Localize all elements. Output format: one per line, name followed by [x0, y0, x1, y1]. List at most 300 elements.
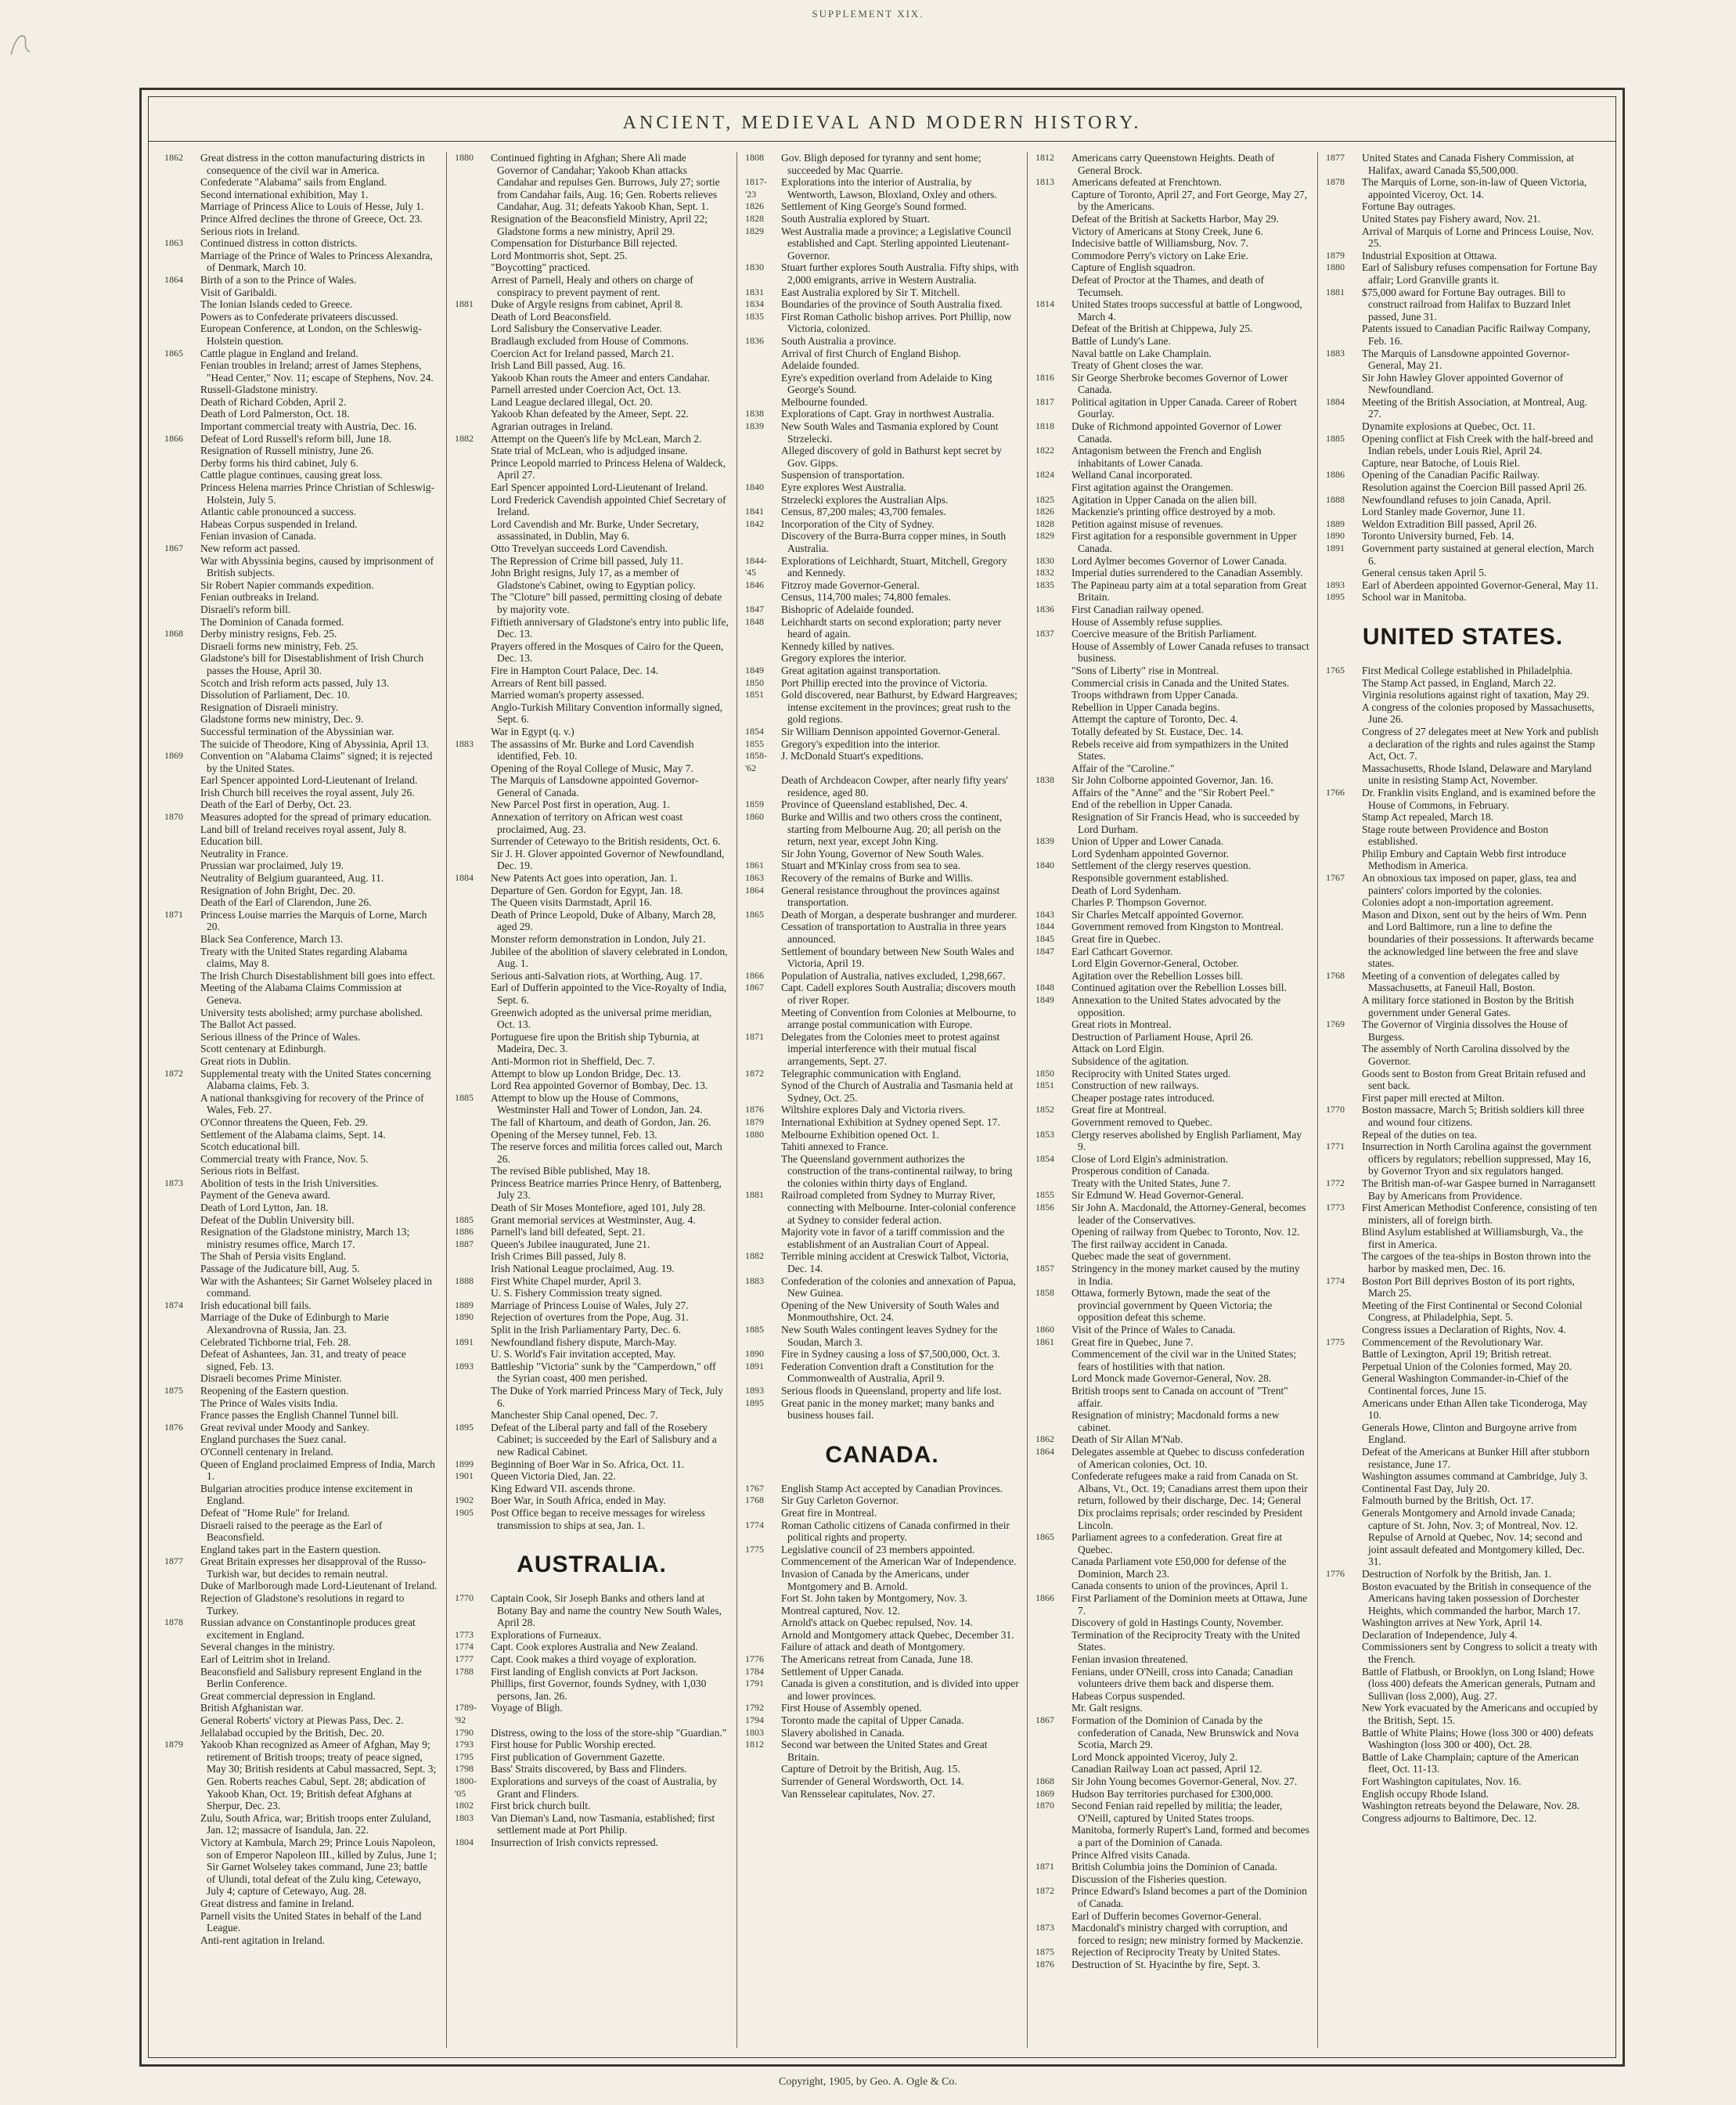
entry-text: Beaconsfield and Salisbury represent England in the Berlin Conference. [200, 1665, 422, 1690]
history-entry [455, 237, 729, 250]
page-title: ANCIENT, MEDIEVAL AND MODERN HISTORY. [622, 113, 1142, 133]
history-entry [455, 1653, 729, 1666]
history-entry [164, 1153, 438, 1166]
history-entry [1035, 213, 1309, 225]
history-entry [1326, 811, 1600, 824]
history-entry [745, 555, 1019, 579]
entry-text: The Queen visits Darmstadt, April 16. [491, 896, 652, 909]
history-entry [1326, 1372, 1600, 1397]
history-entry [164, 1043, 438, 1055]
page-inner-frame [148, 96, 1616, 2058]
entry-year [164, 1092, 197, 1116]
entry-year [1035, 701, 1068, 714]
history-entry [164, 1165, 438, 1177]
entry-year [455, 1129, 488, 1141]
entry-text: Perpetual Union of the Colonies formed, May 20. [1362, 1360, 1572, 1372]
entry-year: 1862 [164, 152, 183, 163]
entry-year [164, 1641, 197, 1653]
history-entry [745, 1275, 1019, 1299]
entry-text: Battle of Lundy's Lane. [1071, 334, 1171, 347]
entry-year [455, 1287, 488, 1299]
entry-year [455, 970, 488, 982]
history-entry [164, 1433, 438, 1446]
history-entry [164, 542, 438, 555]
entry-text: Lord Aylmer becomes Governor of Lower Canada. [1071, 554, 1288, 567]
history-entry [1326, 1470, 1600, 1483]
history-entry [745, 1324, 1019, 1348]
entry-text: Van Rensselear capitulates, Nov. 27. [781, 1787, 935, 1800]
history-entry [1326, 152, 1600, 176]
history-entry [745, 518, 1019, 531]
entry-year [164, 518, 197, 531]
entry-text: "Sons of Liberty" rise in Montreal. [1071, 664, 1219, 676]
entry-text: Discovery of the Burra-Burra copper mines, in South Australia. [781, 530, 1007, 554]
history-entry [164, 396, 438, 409]
entry-text: Death of the Earl of Clarendon, June 26. [200, 896, 372, 909]
entry-year [1326, 506, 1359, 518]
history-entry [1035, 1959, 1309, 1971]
history-entry [745, 640, 1019, 653]
entry-text: Confederate "Alabama" sails from England. [200, 176, 387, 189]
entry-year: 1858 [1035, 1287, 1054, 1299]
entry-text: Battle of White Plains; Howe (loss 300 or 400) defeats Washington (loss 300 or 400), Oct. 28. [1362, 1726, 1594, 1751]
history-entry [164, 1007, 438, 1019]
entry-text: Irish educational bill fails. [200, 1299, 312, 1311]
entry-text: England takes part in the Eastern question. [200, 1543, 381, 1555]
entry-text: Battle of Lexington, April 19; British retreat. [1362, 1348, 1552, 1361]
entry-year [1035, 1751, 1068, 1764]
entry-text: Naval battle on Lake Champlain. [1071, 347, 1212, 359]
history-entry [1035, 494, 1309, 506]
history-entry [745, 616, 1019, 640]
entry-year [1035, 1031, 1068, 1043]
entry-text: $75,000 award for Fortune Bay outrages. Bill to construct railroad from Halifax to Buzzard Inlet passed, June 31. [1362, 286, 1571, 323]
entry-year [1326, 1641, 1359, 1665]
history-entry [455, 372, 729, 384]
entry-text: Destruction of St. Hyacinthe by fire, Sept. 3. [1071, 1958, 1261, 1970]
entry-year [164, 1055, 197, 1068]
entry-text: Attempt to blow up the House of Commons, Westminster Hall and Tower of London, Jan. 24. [491, 1091, 703, 1116]
history-entry [745, 1739, 1019, 1763]
entry-text: Fire in Hampton Court Palace, Dec. 14. [491, 664, 659, 676]
entry-text: Resignation of Sir Francis Head, who is succeeded by Lord Durham. [1071, 811, 1300, 835]
history-entry [1326, 1202, 1600, 1226]
entry-text: Toronto made the capital of Upper Canada. [781, 1714, 964, 1727]
entry-text: Sir George Sherbroke becomes Governor of Lower Canada. [1071, 371, 1288, 396]
history-entry [1035, 1849, 1309, 1862]
history-entry [1035, 774, 1309, 787]
history-entry [1035, 1690, 1309, 1703]
entry-text: The assembly of North Carolina dissolved by the Governor. [1362, 1043, 1570, 1067]
entry-year [1326, 1129, 1359, 1141]
history-entry [1035, 1555, 1309, 1580]
history-entry [1035, 1775, 1309, 1788]
entry-year: 1773 [1326, 1202, 1345, 1213]
entry-year: 1802 [455, 1800, 474, 1811]
entry-text: Convention on "Alabama Claims" signed; it is rejected by the United States. [200, 750, 433, 774]
history-entry [1035, 1189, 1309, 1202]
entry-text: Marriage of Princess Louise of Wales, July 27. [491, 1299, 689, 1311]
entry-year: 1880 [455, 152, 474, 163]
entry-year [1035, 896, 1068, 909]
entry-year [1035, 1849, 1068, 1862]
entry-year [1326, 1324, 1359, 1336]
history-entry [1035, 628, 1309, 640]
entry-year [164, 1836, 197, 1898]
entry-year [1326, 1470, 1359, 1483]
entry-year [455, 701, 488, 726]
history-entry [1326, 261, 1600, 286]
history-entry [745, 1678, 1019, 1702]
entry-year: 1775 [745, 1543, 764, 1555]
entry-text: Distress, owing to the loss of the store-ship "Guardian." [491, 1726, 727, 1739]
entry-text: First White Chapel murder, April 3. [491, 1274, 642, 1287]
entry-year: 1784 [745, 1665, 764, 1677]
entry-text: Annexation to the United States advocated by the opposition. [1071, 993, 1281, 1018]
entry-year: 1862 [1035, 1433, 1054, 1445]
entry-year [455, 665, 488, 677]
entry-text: Stringency in the money market caused by the mutiny in India. [1071, 1263, 1300, 1287]
history-entry [1035, 1800, 1309, 1824]
entry-text: New York evacuated by the Americans and occupied by the British, Sept. 15. [1362, 1702, 1598, 1727]
entry-year: 1792 [745, 1702, 764, 1714]
entry-text: O'Connell centenary in Ireland. [200, 1445, 333, 1458]
history-entry [1035, 640, 1309, 665]
entry-text: Invasion of Canada by the Americans, under Montgomery and B. Arnold. [781, 1567, 970, 1592]
history-entry [455, 872, 729, 885]
history-entry [745, 885, 1019, 909]
entry-year: 1859 [745, 798, 764, 810]
history-entry [455, 1348, 729, 1361]
entry-year [1326, 1494, 1359, 1507]
entry-year [1035, 225, 1068, 238]
entry-year [1035, 616, 1068, 629]
history-entry [455, 1214, 729, 1227]
entry-year [745, 1555, 778, 1568]
history-entry [1035, 946, 1309, 958]
entry-text: Settlement of King George's Sound formed. [781, 200, 967, 213]
entry-year [1326, 1775, 1359, 1788]
entry-year [455, 591, 488, 615]
entry-year [164, 1250, 197, 1263]
history-entry [745, 506, 1019, 518]
entry-text: Sir Guy Carleton Governor. [781, 1494, 899, 1507]
entry-text: Generals Howe, Clinton and Burgoyne arrive from England. [1362, 1421, 1577, 1446]
entry-year: 1831 [745, 286, 764, 297]
history-entry [1035, 1116, 1309, 1129]
entry-text: Insurrection of Irish convicts repressed. [491, 1836, 659, 1848]
entry-year: 1794 [745, 1714, 764, 1726]
entry-text: Bulgarian atrocities produce intense excitement in England. [200, 1482, 413, 1507]
entry-year [164, 896, 197, 909]
entry-text: South Australia explored by Stuart. [781, 212, 931, 225]
history-entry [745, 1617, 1019, 1629]
entry-year: 1838 [1035, 774, 1054, 786]
history-entry [455, 518, 729, 542]
history-entry [164, 652, 438, 676]
entry-text: Arrears of Rent bill passed. [491, 676, 607, 689]
history-entry [1326, 896, 1600, 909]
entry-year: 1791 [745, 1678, 764, 1689]
entry-text: Second Fenian raid repelled by militia; the leader, O'Neill, captured by United States troops. [1071, 1800, 1283, 1824]
history-entry [455, 261, 729, 274]
entry-text: Opening of the New University of South Wales and Monmouthshire, Oct. 24. [781, 1299, 999, 1324]
entry-text: Scotch educational bill. [200, 1141, 301, 1153]
entry-year [164, 835, 197, 848]
entry-year [1326, 1226, 1359, 1250]
history-entry [164, 860, 438, 872]
entry-year [164, 1043, 197, 1055]
entry-year: 1850 [745, 676, 764, 688]
entry-text: Lord Frederick Cavendish appointed Chief Secretary of Ireland. [491, 493, 726, 518]
entry-text: Troops withdrawn from Upper Canada. [1071, 689, 1238, 701]
entry-text: Synod of the Church of Australia and Tasmania held at Sydney, Oct. 25. [781, 1080, 1014, 1104]
history-entry [745, 1629, 1019, 1642]
history-entry [745, 1031, 1019, 1068]
history-entry [1035, 738, 1309, 762]
entry-year [164, 1507, 197, 1519]
history-entry [1326, 1581, 1600, 1617]
entry-year: 1869 [164, 750, 183, 762]
history-entry [455, 1385, 729, 1409]
entry-year: 1891 [455, 1335, 474, 1347]
history-entry [745, 982, 1019, 1006]
entry-year [455, 811, 488, 835]
entry-year: 1872 [745, 1067, 764, 1079]
entry-year: 1776 [1326, 1567, 1345, 1579]
history-entry [745, 1348, 1019, 1361]
entry-year [1035, 1018, 1068, 1031]
entry-year: 1871 [1035, 1861, 1054, 1873]
entry-text: Gold discovered, near Bathurst, by Edward Hargreaves; intense excitement in the provinces; great rush to the gold regions. [781, 689, 1017, 726]
history-entry [745, 1397, 1019, 1422]
entry-year [1035, 713, 1068, 726]
history-entry [1326, 1348, 1600, 1361]
history-entry [164, 1641, 438, 1653]
entry-text: Parnell arrested under Coercion Act, Oct. 13. [491, 384, 682, 396]
entry-text: Great fire in Quebec, June 7. [1071, 1335, 1194, 1348]
entry-text: Atlantic cable pronounced a success. [200, 506, 357, 518]
entry-text: Marriage of Princess Alice to Louis of Hesse, July 1. [200, 200, 424, 213]
entry-text: Ottawa, formerly Bytown, made the seat of the provincial government by Queen Victoria; the opposition defeat this scheme. [1071, 1287, 1273, 1324]
history-entry [1326, 1812, 1600, 1825]
entry-year: 1868 [164, 628, 183, 640]
entry-text: Explorations and surveys of the coast of Australia, by Grant and Flinders. [491, 1775, 718, 1800]
entry-year [1035, 348, 1068, 360]
entry-year [164, 946, 197, 970]
history-entry [1035, 933, 1309, 946]
entry-year [1035, 359, 1068, 372]
entry-year: 1845 [1035, 933, 1054, 944]
entry-text: End of the rebellion in Upper Canada. [1071, 798, 1233, 811]
history-entry [455, 274, 729, 298]
entry-text: Rejection of overtures from the Pope, Aug. 31. [491, 1311, 689, 1324]
entry-year [1035, 1238, 1068, 1251]
history-entry [1035, 701, 1309, 714]
entry-text: Americans defeated at Frenchtown. [1071, 176, 1222, 189]
history-entry [455, 811, 729, 835]
entry-text: New South Wales contingent leaves Sydney for the Soudan, March 3. [781, 1324, 998, 1348]
entry-text: Cessation of transportation to Australia in three years announced. [781, 921, 1007, 945]
entry-year [1035, 250, 1068, 262]
history-entry [1035, 1080, 1309, 1092]
entry-year: 1879 [1326, 249, 1345, 261]
history-entry [455, 1031, 729, 1055]
entry-year: 1768 [1326, 969, 1345, 981]
history-entry [745, 1605, 1019, 1617]
entry-year [1035, 677, 1068, 690]
history-entry [164, 835, 438, 848]
entry-year [455, 445, 488, 457]
entry-year: 1828 [1035, 517, 1054, 529]
entry-year [164, 213, 197, 225]
entry-text: Antagonism between the French and English inhabitants of Lower Canada. [1071, 445, 1262, 469]
history-entry [164, 323, 438, 347]
history-entry [1035, 1202, 1309, 1226]
entry-text: Serious riots in Belfast. [200, 1165, 300, 1177]
entry-text: Melbourne Exhibition opened Oct. 1. [781, 1128, 939, 1141]
history-entry [164, 1458, 438, 1483]
entry-text: Continued distress in cotton districts. [200, 237, 358, 250]
history-entry [164, 189, 438, 201]
entry-text: Government party sustained at general election, March 6. [1362, 542, 1594, 567]
entry-text: Rejection of Reciprocity Treaty by United States. [1071, 1946, 1280, 1959]
history-entry [745, 604, 1019, 616]
entry-text: Defeat of the British at Chippewa, July 25. [1071, 323, 1253, 335]
entry-year [1326, 762, 1359, 787]
entry-text: The Irish Church Disestablishment bill goes into effect. [200, 969, 435, 982]
entry-text: King Edward VII. ascends throne. [491, 1482, 636, 1494]
entry-text: Province of Queensland established, Dec. 4. [781, 798, 968, 811]
column-4 [1028, 152, 1318, 2048]
entry-text: Sir John Young becomes Governor-General, Nov. 27. [1071, 1775, 1298, 1787]
entry-text: Scott centenary at Edinburgh. [200, 1043, 326, 1055]
entry-text: Fenians, under O'Neill, cross into Canada; Canadian volunteers drive them back and disperse them. [1071, 1665, 1293, 1690]
entry-text: Sir Charles Metcalf appointed Governor. [1071, 908, 1244, 921]
entry-year: 1774 [455, 1641, 474, 1653]
history-entry [164, 506, 438, 518]
entry-year: 1860 [1035, 1324, 1054, 1335]
entry-text: Post Office began to receive messages for wireless transmission to ships at sea, Jan. 1. [491, 1506, 705, 1531]
history-entry [455, 701, 729, 726]
entry-year: 1864 [1035, 1445, 1054, 1457]
history-entry [745, 200, 1019, 213]
entry-year [164, 1483, 197, 1507]
entry-text: Fenian invasion of Canada. [200, 530, 316, 542]
entry-text: New reform act passed. [200, 542, 301, 554]
entry-text: Settlement of the Alabama claims, Sept. 14. [200, 1128, 386, 1141]
entry-year [455, 1141, 488, 1165]
entry-text: Queen of England proclaimed Empress of India, March 1. [200, 1458, 435, 1483]
entry-text: Great distress in the cotton manufacturing districts in consequence of the civil war in America. [200, 152, 425, 176]
entry-year: 1866 [164, 432, 183, 444]
entry-year: 1887 [455, 1238, 474, 1249]
entry-year: 1885 [455, 1091, 474, 1103]
entry-year [455, 677, 488, 690]
entry-year [1326, 481, 1359, 494]
entry-text: Explorations of Capt. Gray in northwest Australia. [781, 408, 995, 420]
entry-text: Habeas Corpus suspended in Ireland. [200, 517, 358, 530]
entry-year [164, 1165, 197, 1177]
history-entry [164, 1336, 438, 1349]
entry-year [164, 298, 197, 311]
entry-text: U. S. Fishery Commission treaty signed. [491, 1287, 662, 1299]
entry-text: Arrest of Parnell, Healy and others on charge of conspiracy to prevent payment of rent. [491, 273, 693, 298]
entry-year [164, 1934, 197, 1947]
entry-year: 1864 [745, 884, 764, 896]
entry-text: First American Methodist Conference, consisting of ten ministers, all of foreign birth. [1362, 1202, 1597, 1226]
history-entry [164, 287, 438, 299]
entry-year [1326, 701, 1359, 726]
entry-year [164, 323, 197, 347]
entry-year: 1850 [1035, 1067, 1054, 1079]
entry-year: 1895 [1326, 591, 1345, 603]
history-entry [1326, 176, 1600, 200]
entry-year: 1824 [1035, 469, 1054, 481]
entry-text: Clergy reserves abolished by English Parliament, May 9. [1071, 1128, 1302, 1153]
history-entry [1326, 591, 1600, 604]
entry-text: Defeat of Lord Russell's reform bill, June 18. [200, 432, 392, 445]
history-entry [1326, 481, 1600, 494]
history-entry [455, 250, 729, 262]
history-entry [1035, 762, 1309, 775]
history-entry [1326, 994, 1600, 1018]
history-entry [455, 408, 729, 420]
entry-year: 1865 [745, 908, 764, 920]
entry-text: Cheaper postage rates introduced. [1071, 1091, 1215, 1104]
entry-year [455, 1031, 488, 1055]
entry-text: Gregory's expedition into the interior. [781, 737, 941, 750]
entry-text: Defeat of "Home Rule" for Ireland. [200, 1506, 350, 1519]
entry-text: Delegates from the Colonies meet to protest against imperial interference with their mutual fiscal arrangements, Sept. 27. [781, 1030, 1000, 1067]
history-entry [745, 1141, 1019, 1153]
entry-year [164, 189, 197, 201]
entry-text: Commercial crisis in Canada and the United States. [1071, 676, 1290, 689]
history-entry [455, 1727, 729, 1739]
history-entry [1326, 1299, 1600, 1324]
history-entry [164, 1580, 438, 1592]
entry-year: 1848 [1035, 982, 1054, 993]
entry-year: 1881 [745, 1189, 764, 1201]
entry-year: 1883 [455, 737, 474, 749]
history-entry [1035, 250, 1309, 262]
entry-year [455, 457, 488, 481]
history-entry [164, 1263, 438, 1275]
entry-year [455, 481, 488, 494]
history-entry [745, 1788, 1019, 1800]
entry-year [1326, 567, 1359, 579]
entry-year: 1882 [455, 432, 474, 444]
history-entry [455, 982, 729, 1006]
history-entry [1035, 616, 1309, 629]
history-entry [164, 1507, 438, 1519]
entry-year [1326, 677, 1359, 690]
history-entry [745, 1714, 1019, 1727]
entry-year [1035, 1824, 1068, 1848]
entry-year [455, 372, 488, 384]
entry-text: Battleship "Victoria" sunk by the "Camperdown," off the Syrian coast, 400 men perished. [491, 1360, 716, 1385]
section-heading: UNITED STATES. [1362, 623, 1564, 650]
entry-text: Supplemental treaty with the United States concerning Alabama claims, Feb. 3. [200, 1067, 431, 1092]
history-entry [164, 176, 438, 189]
history-entry [1035, 909, 1309, 921]
history-entry [745, 408, 1019, 420]
entry-year [455, 348, 488, 360]
entry-text: Attempt to blow up London Bridge, Dec. 13. [491, 1067, 681, 1080]
entry-text: Commencement of the Revolutionary War. [1362, 1335, 1543, 1348]
entry-text: First Parliament of the Dominion meets at Ottawa, June 7. [1071, 1592, 1308, 1617]
entry-year: 1895 [745, 1397, 764, 1408]
